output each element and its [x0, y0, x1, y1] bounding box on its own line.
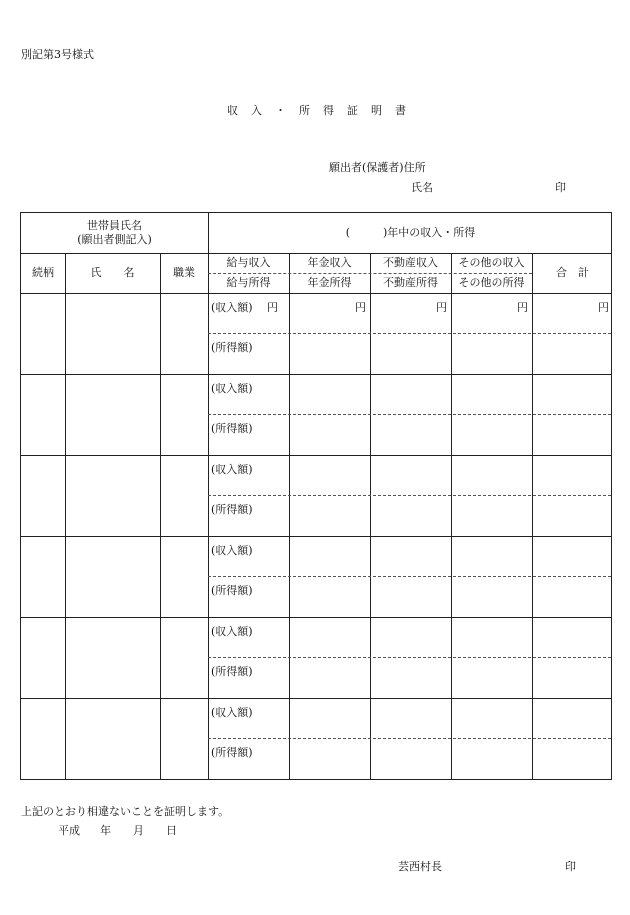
row-half-divider [208, 414, 611, 415]
col-other-income: その他の収入 [458, 255, 525, 269]
income-amount-label: (収入額) [211, 706, 253, 719]
col-total: 合 計 [556, 265, 589, 279]
yen-unit: 円 [355, 301, 366, 314]
earnings-amount-label: (所得額) [211, 584, 253, 597]
row-half-divider [208, 333, 611, 334]
form-number: 別記第3号様式 [21, 48, 94, 61]
year-header: ( )年中の収入・所得 [345, 225, 476, 239]
title-char: 書 [395, 104, 406, 117]
member-header-line2: (願出者側記入) [77, 233, 152, 246]
title-char: 入 [251, 104, 262, 117]
row-divider [21, 536, 611, 537]
income-amount-label: (収入額) [211, 382, 253, 395]
title-char: 証 [347, 104, 358, 117]
yen-unit: 円 [436, 301, 447, 314]
member-header [21, 213, 208, 253]
income-amount-label: (収入額) [211, 625, 253, 638]
row-divider [21, 374, 611, 375]
date-month: 月 [133, 824, 144, 837]
earnings-amount-label: (所得額) [211, 665, 253, 678]
row-divider [21, 698, 611, 699]
col-other-earnings: その他の所得 [458, 275, 525, 289]
income-certificate-table [20, 212, 612, 780]
col-realestate-earnings: 不動産所得 [383, 275, 438, 289]
date-year: 年 [100, 824, 111, 837]
earnings-amount-label: (所得額) [211, 422, 253, 435]
income-amount-label: (収入額) [211, 463, 253, 476]
earnings-amount-label: (所得額) [211, 503, 253, 516]
col-realestate-income: 不動産収入 [383, 255, 438, 269]
title-char: 収 [227, 104, 238, 117]
row-half-divider [208, 657, 611, 658]
title-char: 得 [323, 104, 334, 117]
issuer-title: 芸西村長 [398, 860, 442, 873]
earnings-amount-label: (所得額) [211, 746, 253, 759]
applicant-seal-mark: 印 [555, 181, 566, 194]
applicant-name-label: 氏名 [411, 181, 433, 194]
col-job: 職業 [173, 265, 195, 279]
yen-unit: 円 [267, 301, 278, 314]
col-pension-earnings: 年金所得 [307, 275, 352, 289]
member-header-line1: 世帯員氏名 [87, 218, 142, 232]
yen-unit: 円 [517, 301, 528, 314]
row-half-divider [208, 576, 611, 577]
col-name: 氏 名 [90, 265, 135, 279]
row-divider [21, 455, 611, 456]
col-pension-income: 年金収入 [307, 255, 352, 269]
title-char: 明 [371, 104, 382, 117]
col-salary-earnings: 給与所得 [226, 275, 271, 289]
earnings-amount-label: (所得額) [211, 341, 253, 354]
income-amount-label: (収入額) [211, 301, 253, 314]
date-day: 日 [166, 824, 177, 837]
date-era: 平成 [58, 824, 80, 837]
title-char: ・ [275, 104, 286, 117]
certification-statement: 上記のとおり相違ないことを証明します。 [21, 805, 230, 818]
col-salary-income: 給与収入 [226, 255, 271, 269]
document-title [227, 102, 419, 118]
income-amount-label: (収入額) [211, 544, 253, 557]
title-char: 所 [299, 104, 310, 117]
col-relation: 続柄 [32, 265, 54, 279]
applicant-address-label: 願出者(保護者)住所 [329, 161, 426, 174]
row-half-divider [208, 738, 611, 739]
row-half-divider [208, 495, 611, 496]
issue-date [58, 822, 177, 838]
issuer-seal-mark: 印 [565, 860, 576, 873]
yen-unit: 円 [598, 301, 609, 314]
row-divider [21, 617, 611, 618]
